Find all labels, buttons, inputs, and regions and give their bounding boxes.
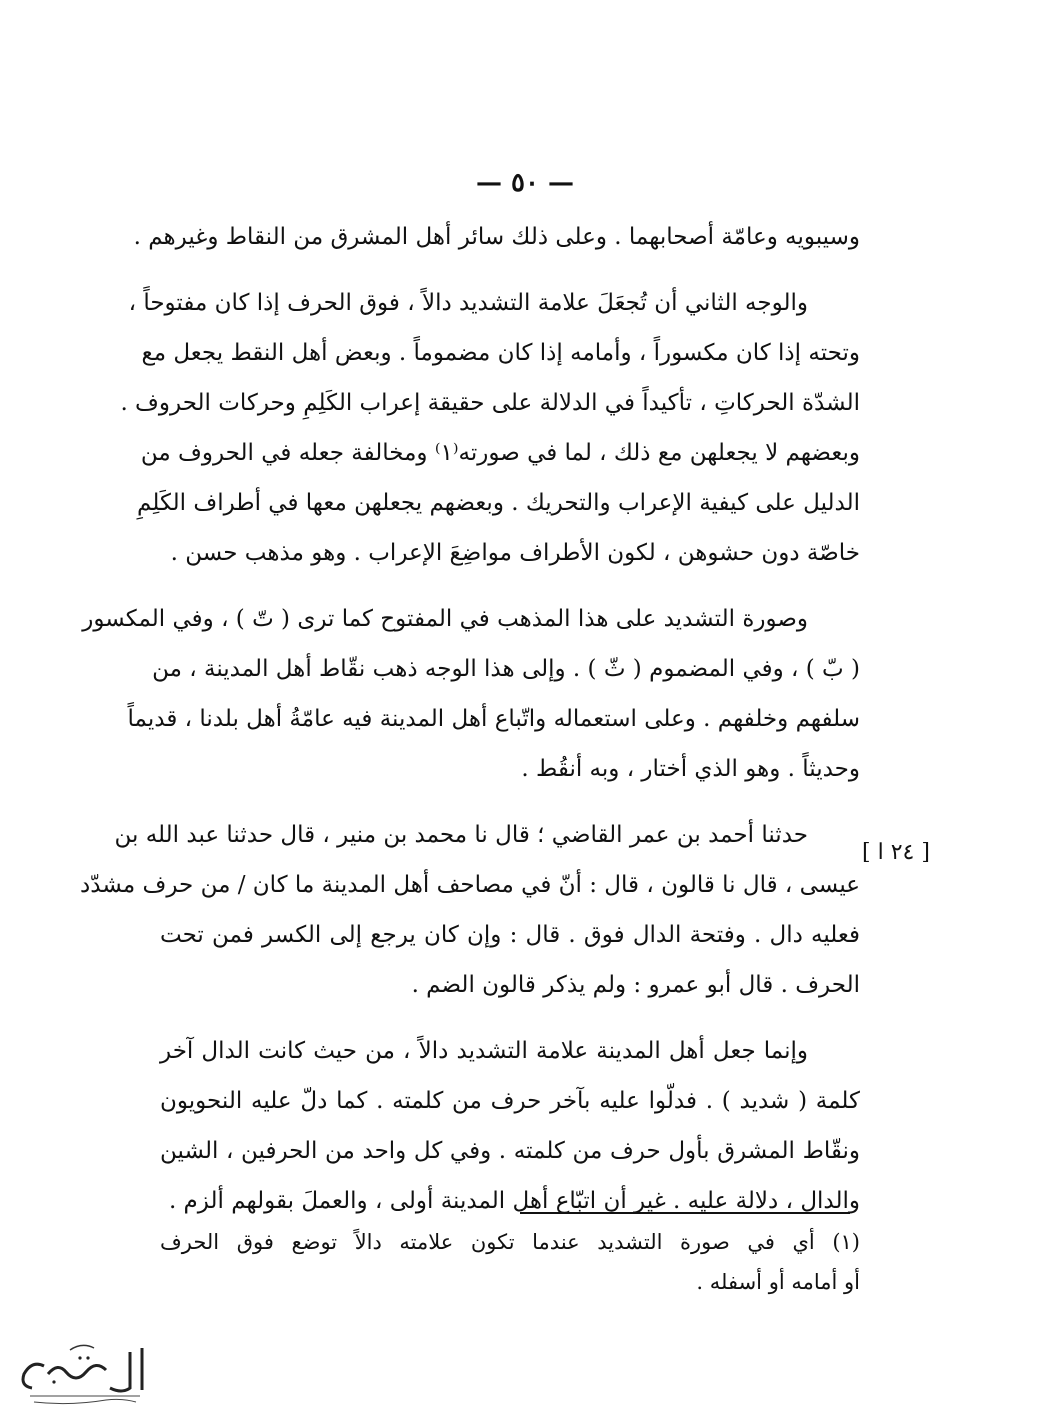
text-line: وبعضهم لا يجعلهن مع ذلك ، لما في صورته⁽١⁾ ومخالفة جعله في الحروف من [140,440,860,466]
paragraph-2 [120,278,860,578]
paragraph-1 [133,212,860,262]
text-line: والوجه الثاني أن تُجعَلَ علامة التشديد دالاً ، فوق الحرف إذا كان مفتوحاً ، [128,290,808,316]
paragraph-4 [80,810,860,1010]
text-line: حدثنا أحمد بن عمر القاضي ؛ قال نا محمد بن منير ، قال حدثنا عبد الله بن [114,822,808,848]
paragraph-3 [82,594,860,794]
text-line: والدال ، دلالة عليه . غير أن اتبّاع أهل المدينة أولى ، والعملَ بقولهم ألزم . [168,1188,860,1214]
text-line: فعليه دال . وفتحة الدال فوق . قال : وإن كان يرجع إلى الكسر فمن تحت [160,922,860,948]
text-line: كلمة ( شديد ) . فدلّوا عليه بآخر حرف من كلمته . كما دلّ عليه النحويون [160,1088,860,1114]
footnote-divider [520,1212,850,1214]
text-line: خاصّة دون حشوهن ، لكون الأطراف مواضِعَ الإعراب . وهو مذهب حسن . [170,540,860,566]
page-number: — ٥٠ — [475,168,575,198]
footnote-line: أو أمامه أو أسفله . [696,1270,860,1294]
text-line: وسيبويه وعامّة أصحابهما . وعلى ذلك سائر أهل المشرق من النقاط وغيرهم . [133,224,860,250]
footnote [160,1222,860,1302]
text-line: الدليل على كيفية الإعراب والتحريك . وبعضهم يجعلهن معها في أطراف الكَلِمِ [137,490,860,516]
text-line: سلفهم وخلفهم . وعلى استعماله واتّباع أهل المدينة فيه عامّةُ أهل بلدنا ، قديماً [127,706,860,732]
footnote-line: (١) أي في صورة التشديد عندما تكون علامته دالاً توضع فوق الحرف [160,1230,860,1254]
text-line: ونقّاط المشرق بأول حرف من كلمته . وفي كل واحد من الحرفين ، الشين [160,1138,860,1164]
text-line: ( بّ ) ، وفي المضموم ( ثّ ) . وإلى هذا الوجه ذهب نقّاط أهل المدينة ، من [152,656,860,682]
main-text [80,212,860,1226]
text-line: وحديثاً . وهو الذي أختار ، وبه أنقُط . [521,756,860,782]
calligraphic-logo-stamp [10,1330,160,1410]
text-line: وإنما جعل أهل المدينة علامة التشديد دالاً ، من حيث كانت الدال آخر [160,1038,808,1064]
text-line: عيسى ، قال نا قالون ، قال : أنّ في مصاحف أهل المدينة ما كان / من حرف مشدّد [80,872,860,898]
text-line: وتحته إذا كان مكسوراً ، وأمامه إذا كان مضموماً . وبعض أهل النقط يجعل مع [141,340,860,366]
text-line: الشدّة الحركاتِ ، تأكيداً في الدلالة على حقيقة إعراب الكَلِمِ وحركات الحروف . [120,390,860,416]
paragraph-5 [160,1026,860,1226]
text-line: وصورة التشديد على هذا المذهب في المفتوح كما ترى ( تّ ) ، وفي المكسور [82,606,808,632]
manuscript-folio-reference: [ ٢٤ ا ] [862,840,930,865]
text-line: الحرف . قال أبو عمرو : ولم يذكر قالون الضم . [411,972,860,998]
